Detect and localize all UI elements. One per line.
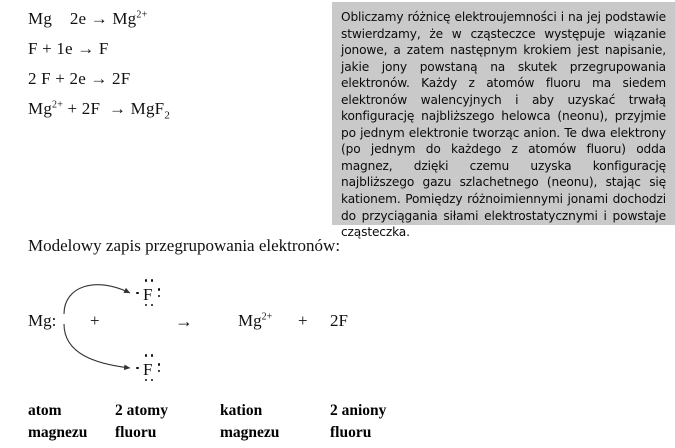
electron-dot: [145, 304, 148, 307]
caption-line-1: atom: [28, 402, 62, 419]
caption-line-2: fluoru: [330, 424, 372, 441]
caption-magnesium-atom: [28, 400, 87, 444]
transferred-electron-dot: [136, 292, 139, 295]
reaction-arrow: →: [175, 311, 193, 331]
fluorine-symbol-lower: F: [143, 360, 153, 379]
electron-dot: [151, 379, 154, 382]
caption-line-1: kation: [220, 402, 263, 419]
caption-fluoride-anions: [330, 400, 386, 444]
magnesium-cation-product: $Mg^{2+}$: [238, 311, 273, 330]
fluorine-symbol-upper: F: [143, 285, 153, 304]
caption-line-2: fluoru: [115, 424, 157, 441]
electron-dot: [151, 304, 154, 307]
explanation-text: Obliczamy różnicę elektroujemności i na jej podstawie stwierdzamy, że w cząsteczce występuje wiązanie jonowe, a zatem następnym krokiem jest napisanie, jakie jony powstaną na skutek przegrupowania elektronów. Każdy z atomów fluoru ma siedem elektronów walencyjnych i aby uzyskać trwałą konfigurację najbliższego helowca (neonu), przyjmie po jednym elektronie tworząc anion. Te dwa elektrony (po jednym do każdego z atomów fluoru) odda magnez, dzięki czemu uzyska konfigurację najbliższego gazu szlachetnego (neonu), stając się kationem. Pomiędzy różnoimiennymi jonami dochodzi do przyciągania siłami elektrostatycznymi i powstaje cząsteczka.: [341, 10, 666, 240]
fluorine-atom-lewis-upper: [129, 275, 173, 319]
caption-line-2: magnezu: [28, 424, 88, 441]
electron-dot: [145, 379, 148, 382]
equation-f-reduction: F + 1e → F: [28, 39, 109, 58]
electron-dot: [158, 295, 161, 298]
diagram-captions: [0, 398, 675, 448]
plus-sign-products: +: [298, 311, 308, 330]
electron-dot: [145, 354, 148, 357]
caption-line-2: magnezu: [220, 424, 280, 441]
electron-dot: [158, 370, 161, 373]
explanation-box: [332, 2, 675, 240]
electron-dot: [158, 363, 161, 366]
electron-dot: [151, 279, 154, 282]
transferred-electron-dot: [136, 367, 139, 370]
electron-dot: [158, 288, 161, 291]
lewis-structure-diagram: [0, 268, 675, 393]
caption-magnesium-cation: [220, 400, 279, 444]
equation-mgf2-formation: $Mg^{2+} + 2F \to MgF_2$: [28, 99, 171, 122]
magnesium-atom-lewis: Mg:: [28, 311, 57, 330]
caption-line-1: 2 aniony: [330, 402, 387, 419]
equation-2f-reduction: 2 F + 2e → 2F: [28, 69, 131, 88]
section-heading: Modelowy zapis przegrupowania elektronów:: [28, 236, 341, 255]
caption-fluorine-atoms: [115, 400, 168, 444]
fluorine-atom-lewis-lower: [129, 350, 173, 394]
electron-dot: [151, 354, 154, 357]
fluoride-anion-product: 2F: [330, 311, 348, 330]
caption-line-1: 2 atomy: [115, 402, 168, 419]
plus-sign-reactants: +: [90, 311, 100, 330]
electron-dot: [145, 279, 148, 282]
electron-arrow-upper: [64, 285, 130, 314]
equations-block: [28, 4, 328, 124]
equation-mg-oxidation: Mg $2e \to Mg^{2+}$: [28, 9, 148, 28]
